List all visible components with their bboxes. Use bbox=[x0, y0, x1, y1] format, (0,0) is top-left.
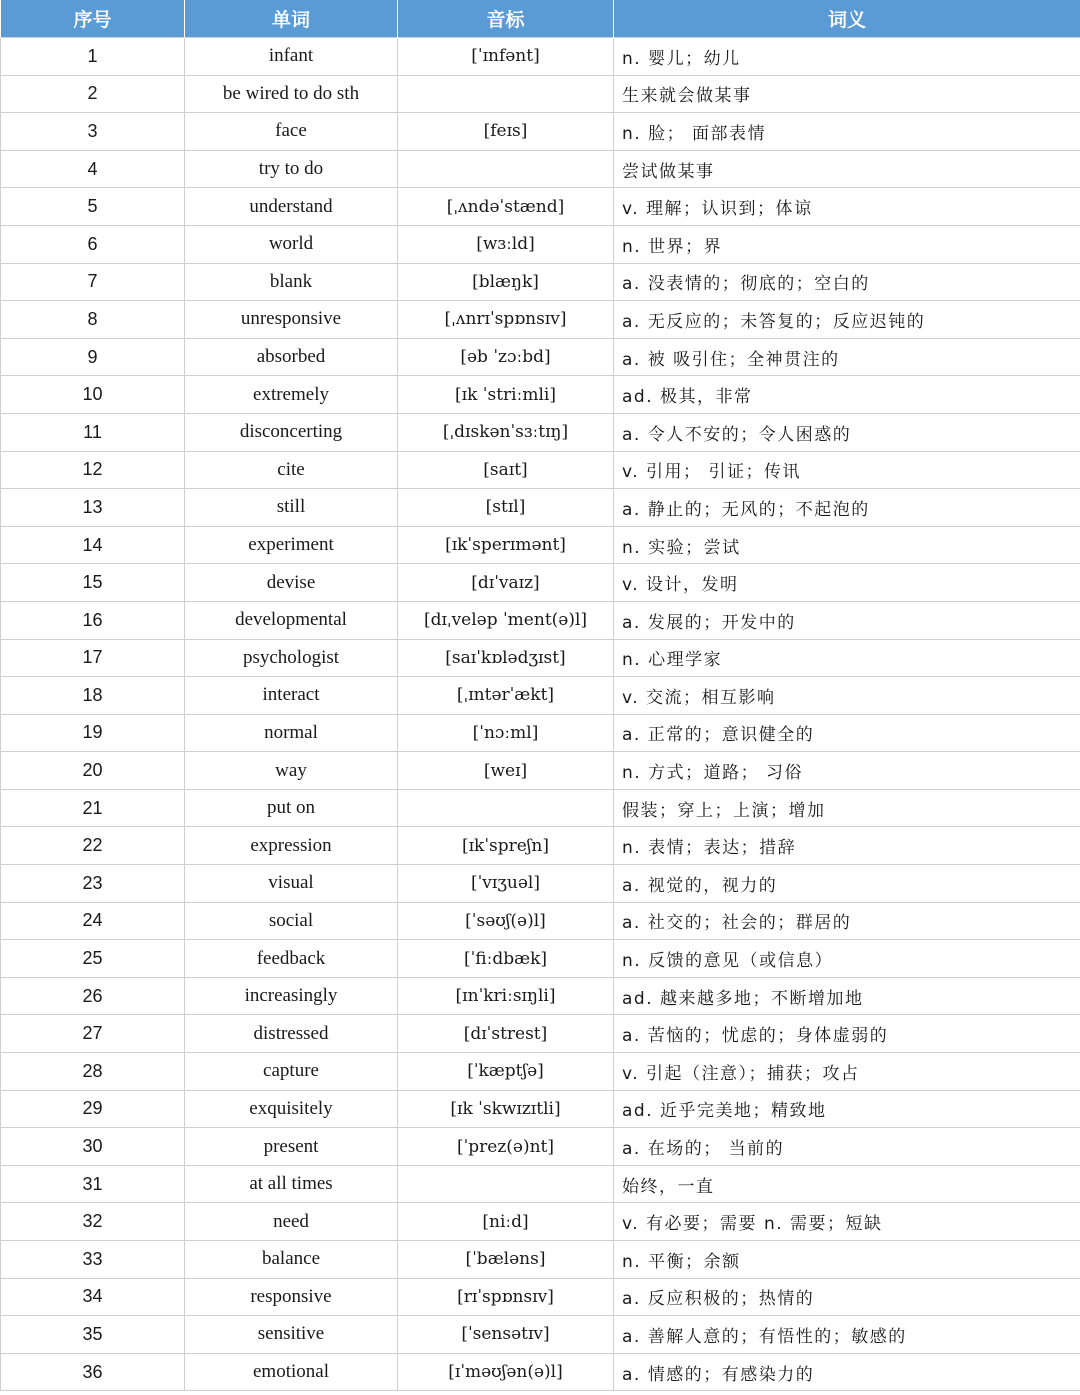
phonetic-cell bbox=[398, 1165, 614, 1203]
word-cell: be wired to do sth bbox=[185, 75, 398, 113]
row-number: 3 bbox=[1, 113, 185, 151]
row-number: 12 bbox=[1, 451, 185, 489]
row-number: 10 bbox=[1, 376, 185, 414]
header-phonetic: 音标 bbox=[398, 0, 614, 38]
meaning-cell: a. 情感的；有感染力的 bbox=[614, 1353, 1080, 1391]
row-number: 19 bbox=[1, 714, 185, 752]
phonetic-cell: [ɪkˈspreʃn] bbox=[398, 827, 614, 865]
row-number: 23 bbox=[1, 865, 185, 903]
phonetic-cell bbox=[398, 150, 614, 188]
row-number: 6 bbox=[1, 225, 185, 263]
table-row bbox=[1, 1316, 1080, 1354]
word-cell: expression bbox=[185, 827, 398, 865]
table-row bbox=[1, 1278, 1080, 1316]
meaning-cell: v. 设计，发明 bbox=[614, 564, 1080, 602]
meaning-cell: a. 善解人意的；有悟性的；敏感的 bbox=[614, 1316, 1080, 1354]
phonetic-cell: [ɪk ˈskwɪzɪtli] bbox=[398, 1090, 614, 1128]
phonetic-cell: [ˌɪntərˈækt] bbox=[398, 677, 614, 715]
table-row bbox=[1, 789, 1080, 827]
table-row bbox=[1, 188, 1080, 226]
row-number: 30 bbox=[1, 1128, 185, 1166]
meaning-cell: a. 正常的；意识健全的 bbox=[614, 714, 1080, 752]
table-row bbox=[1, 714, 1080, 752]
meaning-cell: v. 交流；相互影响 bbox=[614, 677, 1080, 715]
table-row bbox=[1, 413, 1080, 451]
meaning-cell: v. 引起（注意）；捕获；攻占 bbox=[614, 1053, 1080, 1091]
word-cell: blank bbox=[185, 263, 398, 301]
phonetic-cell: [ɪk ˈstriːmli] bbox=[398, 376, 614, 414]
meaning-cell: v. 有必要；需要 n. 需要；短缺 bbox=[614, 1203, 1080, 1241]
meaning-cell: n. 表情；表达；措辞 bbox=[614, 827, 1080, 865]
word-cell: interact bbox=[185, 677, 398, 715]
row-number: 7 bbox=[1, 263, 185, 301]
table-row bbox=[1, 75, 1080, 113]
meaning-cell: a. 视觉的，视力的 bbox=[614, 865, 1080, 903]
word-cell: visual bbox=[185, 865, 398, 903]
phonetic-cell: [wɜːld] bbox=[398, 225, 614, 263]
row-number: 29 bbox=[1, 1090, 185, 1128]
header-number: 序号 bbox=[1, 0, 185, 38]
phonetic-cell: [stɪl] bbox=[398, 489, 614, 527]
table-row bbox=[1, 526, 1080, 564]
meaning-cell: a. 社交的；社会的；群居的 bbox=[614, 902, 1080, 940]
row-number: 9 bbox=[1, 338, 185, 376]
meaning-cell: 生来就会做某事 bbox=[614, 75, 1080, 113]
word-cell: psychologist bbox=[185, 639, 398, 677]
row-number: 36 bbox=[1, 1353, 185, 1391]
phonetic-cell: [ˈsensətɪv] bbox=[398, 1316, 614, 1354]
row-number: 16 bbox=[1, 601, 185, 639]
row-number: 11 bbox=[1, 413, 185, 451]
word-cell: understand bbox=[185, 188, 398, 226]
word-cell: responsive bbox=[185, 1278, 398, 1316]
phonetic-cell: [ˌʌnrɪˈspɒnsɪv] bbox=[398, 301, 614, 339]
row-number: 20 bbox=[1, 752, 185, 790]
word-cell: normal bbox=[185, 714, 398, 752]
table-row bbox=[1, 601, 1080, 639]
table-row bbox=[1, 1165, 1080, 1203]
word-cell: still bbox=[185, 489, 398, 527]
word-cell: feedback bbox=[185, 940, 398, 978]
phonetic-cell: [ˈkæptʃə] bbox=[398, 1053, 614, 1091]
phonetic-cell: [ˈɪnfənt] bbox=[398, 38, 614, 76]
word-cell: distressed bbox=[185, 1015, 398, 1053]
row-number: 28 bbox=[1, 1053, 185, 1091]
meaning-cell: n. 世界；界 bbox=[614, 225, 1080, 263]
row-number: 35 bbox=[1, 1316, 185, 1354]
header-row bbox=[1, 0, 1080, 38]
table-row bbox=[1, 225, 1080, 263]
table-body bbox=[1, 38, 1080, 1391]
word-cell: put on bbox=[185, 789, 398, 827]
phonetic-cell: [ɪnˈkriːsɪŋli] bbox=[398, 977, 614, 1015]
word-cell: extremely bbox=[185, 376, 398, 414]
phonetic-cell: [dɪˌveləp ˈment(ə)l] bbox=[398, 601, 614, 639]
table-row bbox=[1, 902, 1080, 940]
table-row bbox=[1, 940, 1080, 978]
row-number: 22 bbox=[1, 827, 185, 865]
table-row bbox=[1, 263, 1080, 301]
table-row bbox=[1, 489, 1080, 527]
word-cell: disconcerting bbox=[185, 413, 398, 451]
table-row bbox=[1, 38, 1080, 76]
word-cell: world bbox=[185, 225, 398, 263]
meaning-cell: a. 反应积极的；热情的 bbox=[614, 1278, 1080, 1316]
meaning-cell: 尝试做某事 bbox=[614, 150, 1080, 188]
word-cell: cite bbox=[185, 451, 398, 489]
word-cell: increasingly bbox=[185, 977, 398, 1015]
word-cell: devise bbox=[185, 564, 398, 602]
phonetic-cell: [ˈnɔːml] bbox=[398, 714, 614, 752]
table-row bbox=[1, 977, 1080, 1015]
meaning-cell: 始终，一直 bbox=[614, 1165, 1080, 1203]
meaning-cell: a. 没表情的；彻底的；空白的 bbox=[614, 263, 1080, 301]
row-number: 24 bbox=[1, 902, 185, 940]
row-number: 25 bbox=[1, 940, 185, 978]
table-row bbox=[1, 827, 1080, 865]
phonetic-cell: [ˈprez(ə)nt] bbox=[398, 1128, 614, 1166]
phonetic-cell: [ˌdɪskənˈsɜːtɪŋ] bbox=[398, 413, 614, 451]
row-number: 18 bbox=[1, 677, 185, 715]
meaning-cell: n. 反馈的意见（或信息） bbox=[614, 940, 1080, 978]
word-cell: capture bbox=[185, 1053, 398, 1091]
word-cell: exquisitely bbox=[185, 1090, 398, 1128]
meaning-cell: ad. 近乎完美地；精致地 bbox=[614, 1090, 1080, 1128]
meaning-cell: a. 被 吸引住；全神贯注的 bbox=[614, 338, 1080, 376]
table-row bbox=[1, 1128, 1080, 1166]
table-row bbox=[1, 752, 1080, 790]
table-row bbox=[1, 677, 1080, 715]
table-row bbox=[1, 639, 1080, 677]
meaning-cell: v. 理解；认识到；体谅 bbox=[614, 188, 1080, 226]
phonetic-cell: [feɪs] bbox=[398, 113, 614, 151]
row-number: 32 bbox=[1, 1203, 185, 1241]
table-row bbox=[1, 1015, 1080, 1053]
row-number: 13 bbox=[1, 489, 185, 527]
meaning-cell: n. 平衡；余额 bbox=[614, 1241, 1080, 1279]
phonetic-cell: [niːd] bbox=[398, 1203, 614, 1241]
meaning-cell: n. 脸； 面部表情 bbox=[614, 113, 1080, 151]
phonetic-cell: [ɪˈməʊʃən(ə)l] bbox=[398, 1353, 614, 1391]
table-row bbox=[1, 865, 1080, 903]
word-cell: experiment bbox=[185, 526, 398, 564]
row-number: 5 bbox=[1, 188, 185, 226]
phonetic-cell: [blæŋk] bbox=[398, 263, 614, 301]
table-row bbox=[1, 338, 1080, 376]
meaning-cell: a. 发展的；开发中的 bbox=[614, 601, 1080, 639]
meaning-cell: a. 在场的； 当前的 bbox=[614, 1128, 1080, 1166]
word-cell: emotional bbox=[185, 1353, 398, 1391]
row-number: 33 bbox=[1, 1241, 185, 1279]
word-cell: way bbox=[185, 752, 398, 790]
word-cell: need bbox=[185, 1203, 398, 1241]
phonetic-cell: [ˈvɪʒuəl] bbox=[398, 865, 614, 903]
meaning-cell: n. 心理学家 bbox=[614, 639, 1080, 677]
row-number: 27 bbox=[1, 1015, 185, 1053]
phonetic-cell: [ˈsəʊʃ(ə)l] bbox=[398, 902, 614, 940]
table-row bbox=[1, 1090, 1080, 1128]
phonetic-cell: [weɪ] bbox=[398, 752, 614, 790]
meaning-cell: v. 引用； 引证；传讯 bbox=[614, 451, 1080, 489]
word-cell: social bbox=[185, 902, 398, 940]
meaning-cell: n. 实验；尝试 bbox=[614, 526, 1080, 564]
word-cell: infant bbox=[185, 38, 398, 76]
word-cell: absorbed bbox=[185, 338, 398, 376]
row-number: 1 bbox=[1, 38, 185, 76]
phonetic-cell bbox=[398, 75, 614, 113]
word-cell: balance bbox=[185, 1241, 398, 1279]
header-meaning: 词义 bbox=[614, 0, 1080, 38]
meaning-cell: n. 婴儿；幼儿 bbox=[614, 38, 1080, 76]
word-cell: present bbox=[185, 1128, 398, 1166]
meaning-cell: a. 无反应的；未答复的；反应迟钝的 bbox=[614, 301, 1080, 339]
phonetic-cell bbox=[398, 789, 614, 827]
row-number: 26 bbox=[1, 977, 185, 1015]
table-row bbox=[1, 301, 1080, 339]
meaning-cell: a. 苦恼的；忧虑的；身体虚弱的 bbox=[614, 1015, 1080, 1053]
row-number: 21 bbox=[1, 789, 185, 827]
word-cell: developmental bbox=[185, 601, 398, 639]
meaning-cell: ad. 越来越多地；不断增加地 bbox=[614, 977, 1080, 1015]
word-cell: face bbox=[185, 113, 398, 151]
table-row bbox=[1, 564, 1080, 602]
table-header bbox=[1, 0, 1080, 38]
phonetic-cell: [dɪˈvaɪz] bbox=[398, 564, 614, 602]
phonetic-cell: [saɪˈkɒlədʒɪst] bbox=[398, 639, 614, 677]
meaning-cell: a. 令人不安的；令人困惑的 bbox=[614, 413, 1080, 451]
table-row bbox=[1, 1353, 1080, 1391]
row-number: 17 bbox=[1, 639, 185, 677]
meaning-cell: a. 静止的；无风的；不起泡的 bbox=[614, 489, 1080, 527]
meaning-cell: ad. 极其，非常 bbox=[614, 376, 1080, 414]
phonetic-cell: [rɪˈspɒnsɪv] bbox=[398, 1278, 614, 1316]
row-number: 8 bbox=[1, 301, 185, 339]
phonetic-cell: [ˈbæləns] bbox=[398, 1241, 614, 1279]
row-number: 15 bbox=[1, 564, 185, 602]
phonetic-cell: [ˈfiːdbæk] bbox=[398, 940, 614, 978]
meaning-cell: 假装；穿上；上演；增加 bbox=[614, 789, 1080, 827]
row-number: 34 bbox=[1, 1278, 185, 1316]
phonetic-cell: [əb ˈzɔːbd] bbox=[398, 338, 614, 376]
phonetic-cell: [dɪˈstrest] bbox=[398, 1015, 614, 1053]
row-number: 14 bbox=[1, 526, 185, 564]
phonetic-cell: [ɪkˈsperɪmənt] bbox=[398, 526, 614, 564]
meaning-cell: n. 方式；道路； 习俗 bbox=[614, 752, 1080, 790]
table-row bbox=[1, 150, 1080, 188]
table-row bbox=[1, 113, 1080, 151]
table-row bbox=[1, 1203, 1080, 1241]
phonetic-cell: [saɪt] bbox=[398, 451, 614, 489]
row-number: 4 bbox=[1, 150, 185, 188]
phonetic-cell: [ˌʌndəˈstænd] bbox=[398, 188, 614, 226]
table-row bbox=[1, 1241, 1080, 1279]
table-row bbox=[1, 1053, 1080, 1091]
table-row bbox=[1, 376, 1080, 414]
word-cell: try to do bbox=[185, 150, 398, 188]
word-cell: at all times bbox=[185, 1165, 398, 1203]
header-word: 单词 bbox=[185, 0, 398, 38]
table-row bbox=[1, 451, 1080, 489]
word-cell: unresponsive bbox=[185, 301, 398, 339]
row-number: 2 bbox=[1, 75, 185, 113]
word-cell: sensitive bbox=[185, 1316, 398, 1354]
row-number: 31 bbox=[1, 1165, 185, 1203]
